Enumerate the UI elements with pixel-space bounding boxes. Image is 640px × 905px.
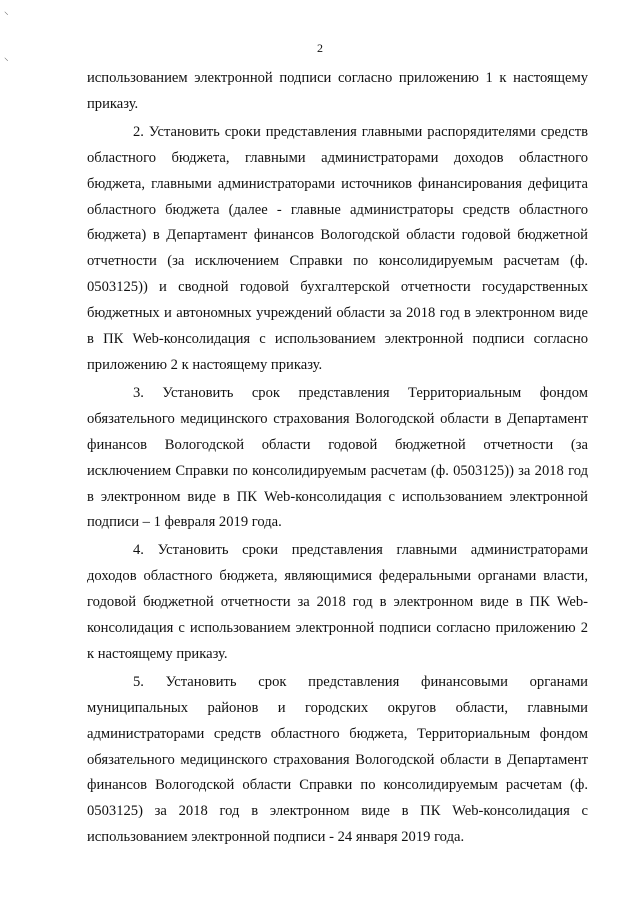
paragraph-item-3: 3. Установить срок представления Территориальным фондом обязательного медицинского страхования Вологодской области в Департамент финансов Вологодской области годовой бюджетной отчетности (за исключением Справки по консолидируемым расчетам (ф. 0503125)) за 2018 год в электронном виде в ПК Web-консолидация с использованием электронной подписи – 1 февраля 2019 года. (87, 384, 588, 531)
paragraph-item-2: 2. Установить сроки представления главными распорядителями средств областного бюджета, главными администраторами доходов областного бюджета, главными администраторами источников финансирования дефицита областного бюджета (далее - главные администраторы средств областного бюджета) в Департамент финансов Вологодской области годовой бюджетной отчетности (за исключением Справки по консолидируемым расчетам (ф. 0503125)) и сводной годовой бухгалтерской отчетности государственных бюджетных и автономных учреждений области за 2018 год в электронном виде в ПК Web-консолидация с использованием электронной подписи согласно приложению 2 к настоящему приказу. (87, 123, 588, 373)
paragraph-item-4: 4. Установить сроки представления главными администраторами доходов областного бюджета, являющимися федеральными органами власти, годовой бюджетной отчетности за 2018 год в электронном виде в ПК Web-консолидация с использованием электронной подписи согласно приложению 2 к настоящему приказу. (87, 542, 588, 662)
scan-artifact-mark: ⸌ (4, 57, 9, 67)
page-number: 2 (317, 41, 323, 55)
paragraph-continuation: использованием электронной подписи согласно приложению 1 к настоящему приказу. (87, 70, 588, 112)
paragraph-item-5: 5. Установить срок представления финансовыми органами муниципальных районов и городских округов области, главными администраторами средств областного бюджета, Территориальным фондом обязательного медицинского страхования Вологодской области в Департамент финансов Вологодской области Справки по консолидируемым расчетам (ф. 0503125) за 2018 год в электронном виде в ПК Web-консолидация с использованием электронной подписи - 24 января 2019 года. (87, 673, 588, 846)
document-body (87, 66, 588, 853)
scan-artifact-mark: ⸌ (4, 11, 9, 21)
